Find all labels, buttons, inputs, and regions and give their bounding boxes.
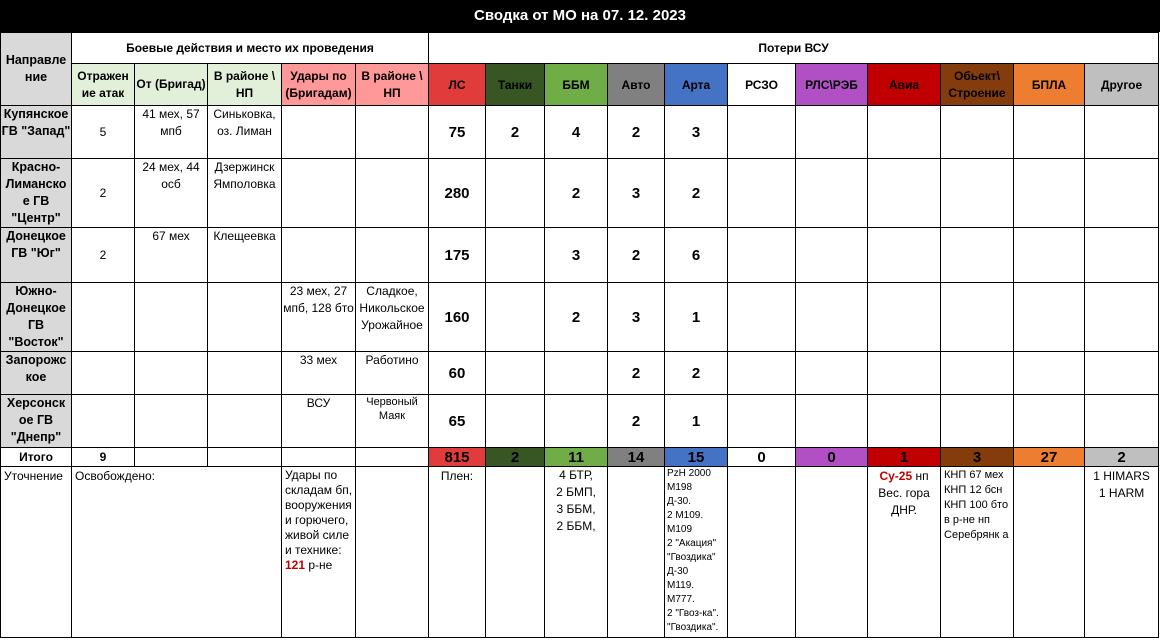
loss-cell — [1014, 106, 1085, 159]
loss-cell — [868, 159, 941, 228]
loss-cell — [868, 352, 941, 395]
loss-cell — [941, 159, 1014, 228]
repelled-cell: 5 — [72, 106, 135, 159]
loss-cell: 4 — [545, 106, 608, 159]
header-loss-avia: Авиа — [868, 64, 941, 106]
bbm-note-line: 2 ББМ, — [556, 519, 596, 533]
avia-note-text: нп Вес. гора ДНР. — [878, 469, 930, 517]
arta-note-line: 2 M109. — [667, 510, 704, 521]
strikes-suffix: р-не — [308, 558, 333, 572]
loss-cell — [868, 228, 941, 283]
header-area-2: В районе \ НП — [356, 64, 429, 106]
loss-cell: 160 — [429, 283, 486, 352]
liberated-note: Освобождено: — [72, 467, 282, 638]
bbm-note-line: 2 БМП, — [556, 485, 596, 499]
table-row — [1, 106, 1159, 159]
total-objects: 3 — [941, 448, 1014, 467]
area2-cell: Сладкое, Никольское Урожайное — [356, 283, 429, 352]
arta-note-line: "Гвоздика" — [667, 552, 716, 563]
header-loss-rszo: РСЗО — [728, 64, 796, 106]
area2-cell: Червоный Маяк — [356, 395, 429, 448]
loss-cell — [545, 352, 608, 395]
repelled-cell: 2 — [72, 159, 135, 228]
direction-cell: Красно-Лиманско е ГВ "Центр" — [1, 159, 72, 228]
strikes-note-text: Удары по складам бп, вооружения и горючего, живой силе и технике: — [285, 468, 353, 557]
area1-cell — [208, 283, 282, 352]
arta-note-line: Д-30. — [667, 496, 692, 507]
arta-note-line: M198 — [667, 482, 693, 493]
area2-cell — [356, 228, 429, 283]
header-combat-group: Боевые действия и место их проведения — [72, 33, 429, 64]
loss-cell — [1014, 228, 1085, 283]
from-cell — [135, 352, 208, 395]
arta-note-line: M109 — [667, 524, 693, 535]
repelled-cell — [72, 283, 135, 352]
other-note-line: 1 HARM — [1098, 486, 1145, 500]
loss-cell — [941, 395, 1014, 448]
loss-cell — [941, 283, 1014, 352]
bbm-note-line: 4 БТР, — [559, 468, 593, 482]
header-loss-other: Другое — [1085, 64, 1159, 106]
from-cell: 24 мех, 44 осб — [135, 159, 208, 228]
loss-cell — [728, 395, 796, 448]
loss-cell — [1014, 395, 1085, 448]
objects-note — [941, 467, 1014, 638]
loss-cell: 175 — [429, 228, 486, 283]
loss-cell — [1085, 106, 1159, 159]
loss-cell — [1014, 352, 1085, 395]
loss-cell — [941, 228, 1014, 283]
loss-cell: 3 — [608, 159, 665, 228]
header-direction: Направле ние — [1, 33, 72, 106]
area2-cell — [356, 106, 429, 159]
arta-note-line: "Гвоздика". — [667, 622, 719, 633]
loss-cell — [868, 106, 941, 159]
total-arta: 15 — [665, 448, 728, 467]
repelled-cell — [72, 352, 135, 395]
header-from-brigades: От (Бригад) — [135, 64, 208, 106]
loss-cell: 60 — [429, 352, 486, 395]
direction-cell: Южно-Донецкое ГВ "Восток" — [1, 283, 72, 352]
loss-cell — [728, 283, 796, 352]
loss-cell: 65 — [429, 395, 486, 448]
loss-cell — [796, 395, 868, 448]
total-auto: 14 — [608, 448, 665, 467]
area1-cell: Дзержинск Ямполовка — [208, 159, 282, 228]
avia-note — [868, 467, 941, 638]
loss-cell: 280 — [429, 159, 486, 228]
loss-cell — [1085, 352, 1159, 395]
captured-note: Плен: — [429, 467, 486, 638]
loss-cell: 2 — [545, 159, 608, 228]
loss-cell — [486, 228, 545, 283]
loss-cell: 2 — [665, 159, 728, 228]
loss-cell — [796, 159, 868, 228]
loss-cell: 2 — [608, 395, 665, 448]
total-bbm: 11 — [545, 448, 608, 467]
total-rszo: 0 — [728, 448, 796, 467]
loss-cell: 3 — [608, 283, 665, 352]
loss-cell: 6 — [665, 228, 728, 283]
loss-cell: 2 — [545, 283, 608, 352]
from-cell: 67 мех — [135, 228, 208, 283]
arta-note-line: 2 "Гвоз-ка". — [667, 608, 719, 619]
direction-cell: Херсонск ое ГВ "Днепр" — [1, 395, 72, 448]
loss-cell: 3 — [665, 106, 728, 159]
loss-cell — [941, 352, 1014, 395]
strikes-cell — [282, 106, 356, 159]
loss-cell — [1014, 283, 1085, 352]
bbm-note-line: 3 ББМ, — [556, 502, 596, 516]
avia-note-aircraft: Су-25 — [879, 469, 913, 483]
loss-cell — [868, 283, 941, 352]
summary-table — [0, 32, 1159, 638]
loss-cell — [796, 106, 868, 159]
table-row — [1, 228, 1159, 283]
loss-cell — [486, 352, 545, 395]
header-loss-bbm: ББМ — [545, 64, 608, 106]
from-cell: 41 мех, 57 мпб — [135, 106, 208, 159]
header-loss-rls: РЛС\РЭБ — [796, 64, 868, 106]
header-loss-arta: Арта — [665, 64, 728, 106]
repelled-cell: 2 — [72, 228, 135, 283]
direction-cell: Запорожс кое — [1, 352, 72, 395]
page-title: Сводка от МО на 07. 12. 2023 — [0, 0, 1160, 32]
loss-cell — [486, 159, 545, 228]
arta-note-line: 2 "Акация" — [667, 538, 717, 549]
arta-note-line: Д-30 — [667, 566, 689, 577]
totals-repelled: 9 — [72, 448, 135, 467]
loss-cell — [1085, 159, 1159, 228]
totals-label: Итого — [1, 448, 72, 467]
header-loss-tanks: Танки — [486, 64, 545, 106]
loss-cell — [1014, 159, 1085, 228]
totals-row — [1, 448, 1159, 467]
from-cell — [135, 283, 208, 352]
loss-cell — [796, 352, 868, 395]
area2-cell — [356, 159, 429, 228]
loss-cell: 2 — [486, 106, 545, 159]
loss-cell: 2 — [608, 228, 665, 283]
notes-label: Уточнение — [1, 467, 72, 638]
arta-note — [665, 467, 728, 638]
table-row — [1, 352, 1159, 395]
loss-cell: 2 — [608, 352, 665, 395]
total-ls: 815 — [429, 448, 486, 467]
loss-cell — [1085, 395, 1159, 448]
loss-cell — [1085, 228, 1159, 283]
other-note — [1085, 467, 1159, 638]
loss-cell: 2 — [665, 352, 728, 395]
table-row — [1, 395, 1159, 448]
loss-cell: 2 — [608, 106, 665, 159]
area2-cell: Работино — [356, 352, 429, 395]
arta-note-line: M777. — [667, 594, 695, 605]
from-cell — [135, 395, 208, 448]
table-row — [1, 283, 1159, 352]
loss-cell: 75 — [429, 106, 486, 159]
header-loss-bpla: БПЛА — [1014, 64, 1085, 106]
objects-note-line: КНП 67 мех — [944, 469, 1004, 481]
total-other: 2 — [1085, 448, 1159, 467]
area1-cell: Клещеевка — [208, 228, 282, 283]
loss-cell: 1 — [665, 395, 728, 448]
direction-cell: Донецкое ГВ "Юг" — [1, 228, 72, 283]
loss-cell — [486, 283, 545, 352]
loss-cell — [728, 352, 796, 395]
header-strikes: Удары по (Бригадам) — [282, 64, 356, 106]
table-row — [1, 159, 1159, 228]
direction-cell: Купянское ГВ "Запад" — [1, 106, 72, 159]
strikes-count: 121 — [285, 558, 306, 572]
header-losses-group: Потери ВСУ — [429, 33, 1159, 64]
loss-cell — [1085, 283, 1159, 352]
strikes-cell: 33 мех — [282, 352, 356, 395]
strikes-cell: 23 мех, 27 мпб, 128 бто — [282, 283, 356, 352]
strikes-note — [282, 467, 356, 638]
loss-cell — [728, 228, 796, 283]
repelled-cell — [72, 395, 135, 448]
loss-cell: 1 — [665, 283, 728, 352]
loss-cell — [728, 159, 796, 228]
total-tanks: 2 — [486, 448, 545, 467]
header-loss-objects: Обьект\ Строение — [941, 64, 1014, 106]
arta-note-line: PzH 2000 — [667, 468, 711, 479]
arta-note-line: M119. — [667, 580, 695, 591]
header-loss-auto: Авто — [608, 64, 665, 106]
area1-cell — [208, 352, 282, 395]
loss-cell — [796, 228, 868, 283]
header-repelled: Отражен ие атак — [72, 64, 135, 106]
strikes-cell: ВСУ — [282, 395, 356, 448]
strikes-cell — [282, 159, 356, 228]
total-avia: 1 — [868, 448, 941, 467]
objects-note-line: КНП 100 бто в р-не нп Серебрянк а — [944, 499, 1009, 541]
total-rls: 0 — [796, 448, 868, 467]
loss-cell — [941, 106, 1014, 159]
notes-row — [1, 467, 1159, 638]
loss-cell — [796, 283, 868, 352]
objects-note-line: КНП 12 бсн — [944, 484, 1003, 496]
loss-cell — [728, 106, 796, 159]
loss-cell: 3 — [545, 228, 608, 283]
other-note-line: 1 HIMARS — [1093, 469, 1150, 483]
area1-cell: Синьковка, оз. Лиман — [208, 106, 282, 159]
header-loss-ls: ЛС — [429, 64, 486, 106]
header-area-1: В районе \ НП — [208, 64, 282, 106]
loss-cell — [486, 395, 545, 448]
loss-cell — [868, 395, 941, 448]
total-bpla: 27 — [1014, 448, 1085, 467]
bbm-note — [545, 467, 608, 638]
loss-cell — [545, 395, 608, 448]
area1-cell — [208, 395, 282, 448]
strikes-cell — [282, 228, 356, 283]
